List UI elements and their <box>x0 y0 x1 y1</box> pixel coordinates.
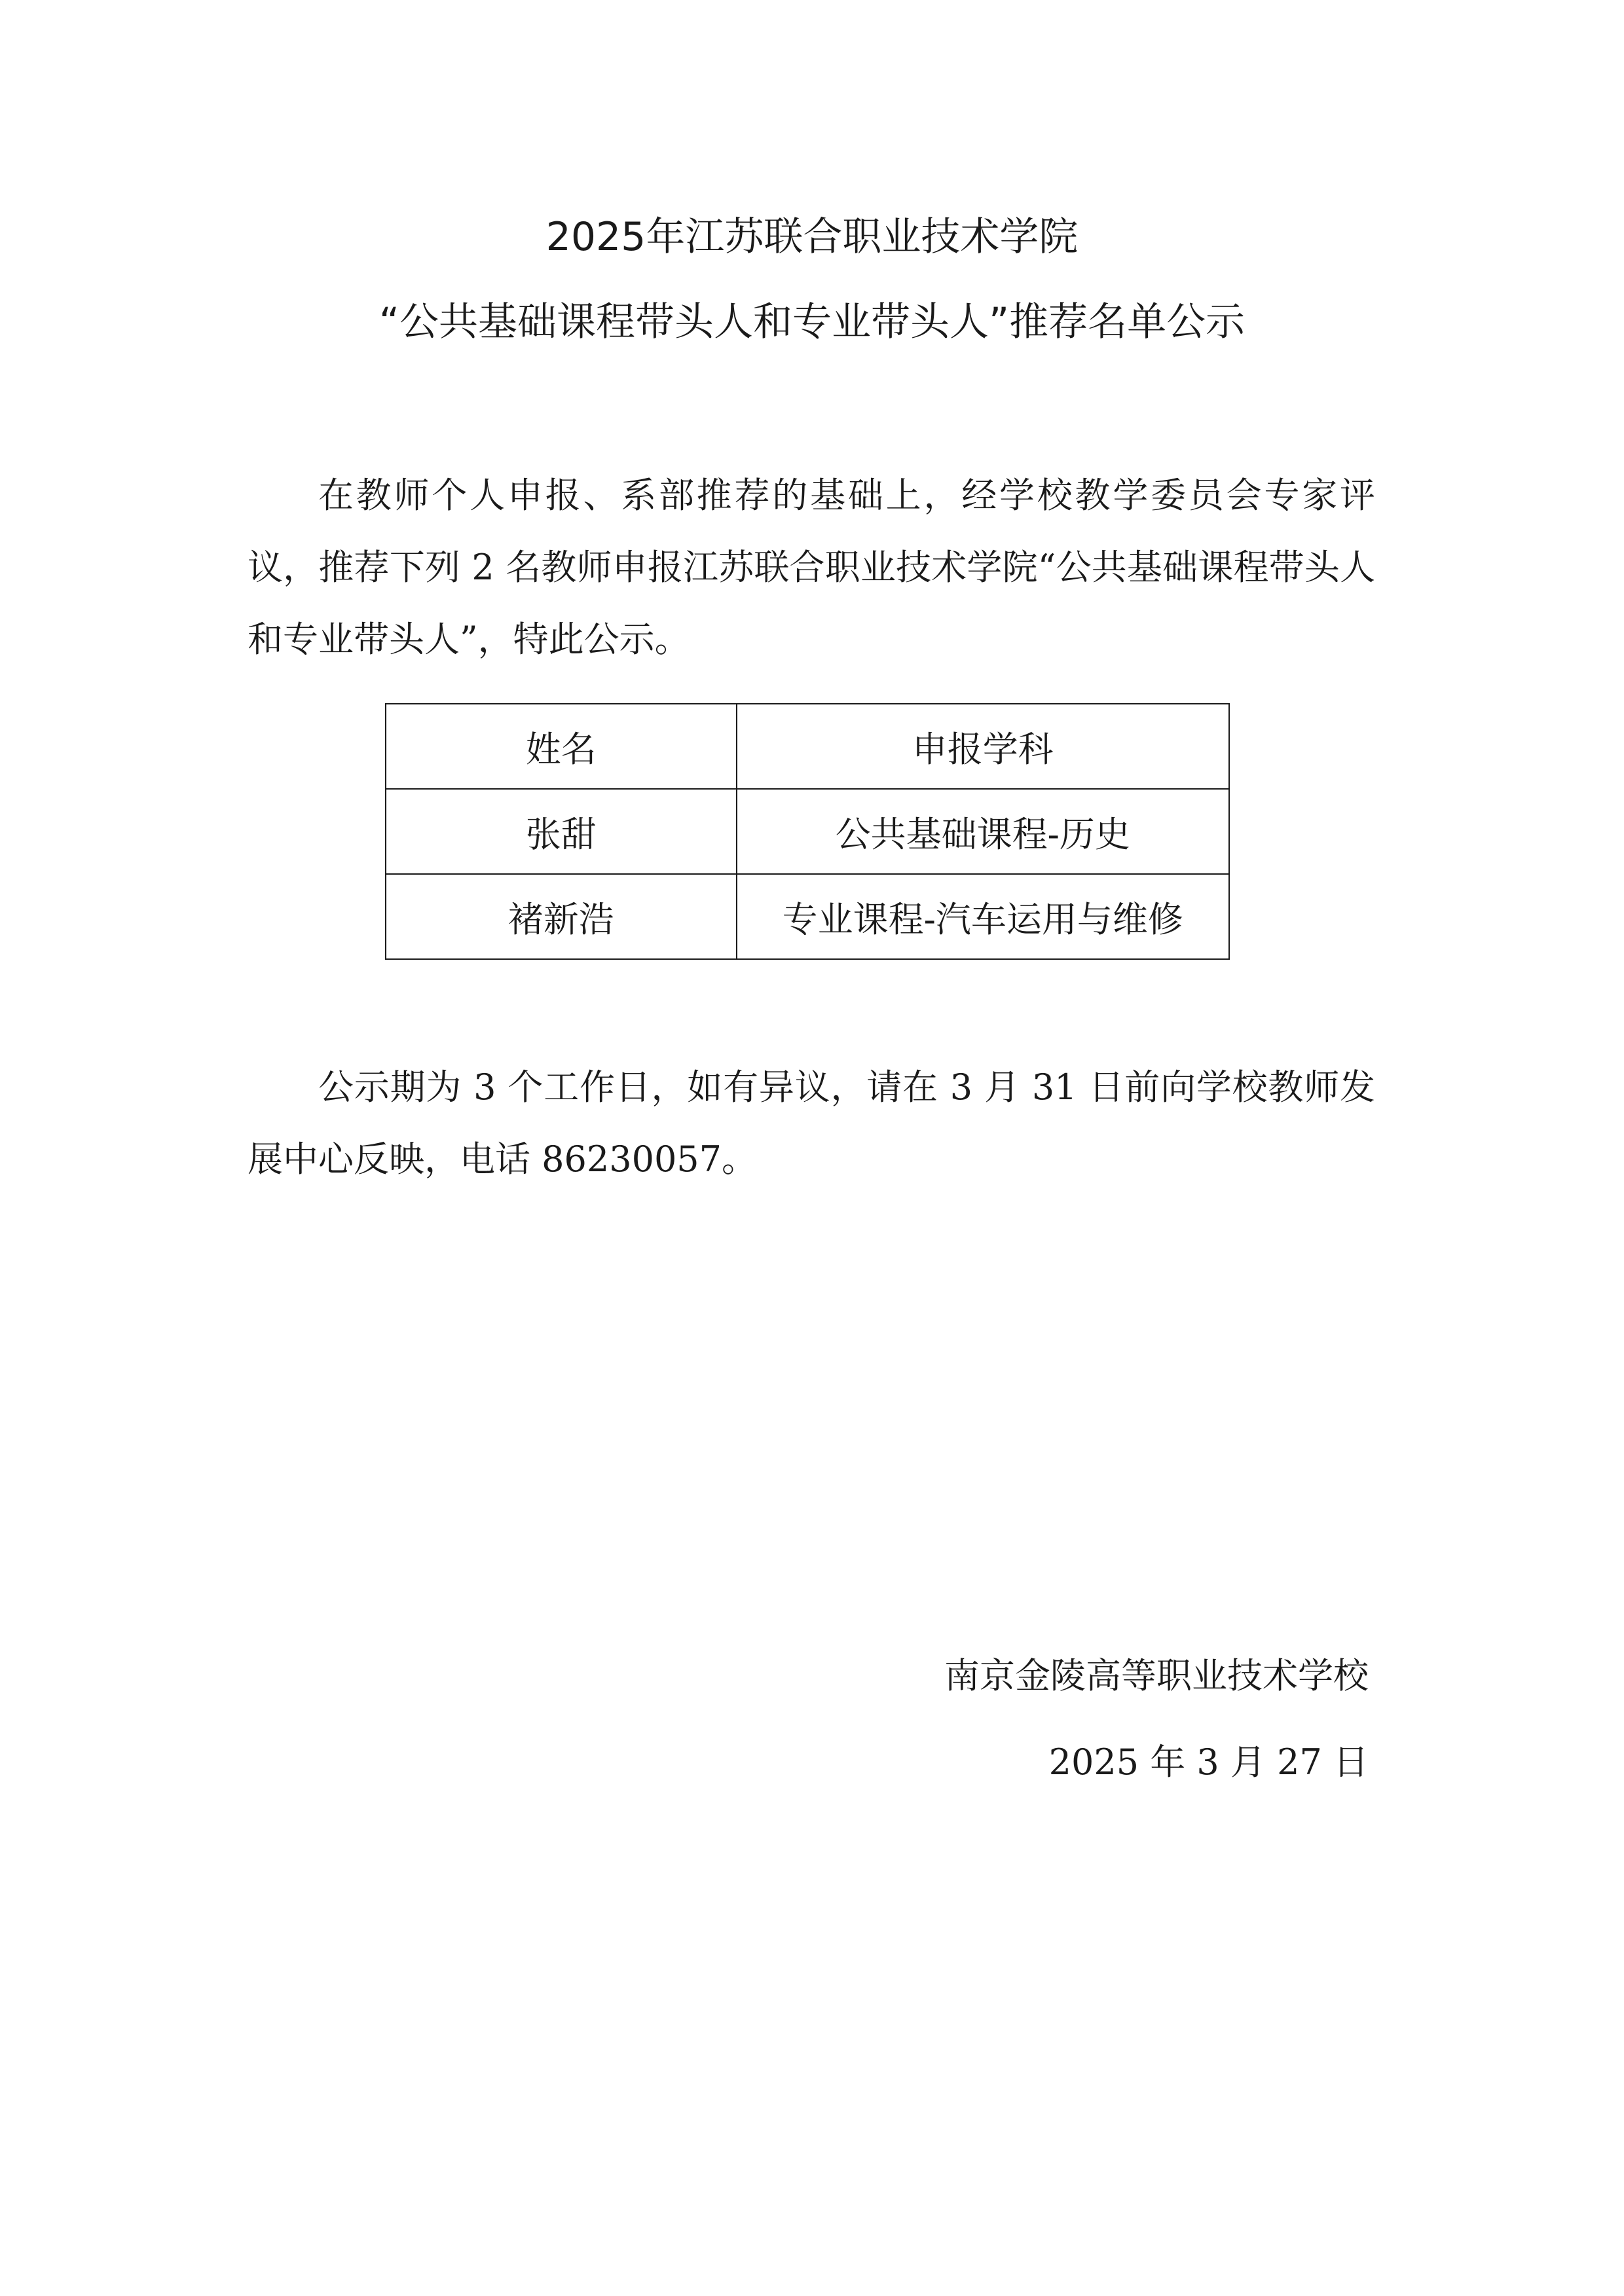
cell-subject: 专业课程-汽车运用与维修 <box>737 874 1230 959</box>
cell-name: 张甜 <box>386 789 737 874</box>
table-row <box>386 789 1229 874</box>
header-cell-subject: 申报学科 <box>737 704 1230 789</box>
signature-date: 2025 年 3 月 27 日 <box>1048 1741 1369 1783</box>
signature-organization: 南京金陵高等职业技术学校 <box>944 1655 1369 1696</box>
page-title-line2: “公共基础课程带头人和专业带头人”推荐名单公示 <box>378 299 1246 345</box>
page-title-line1: 2025年江苏联合职业技术学院 <box>545 214 1079 260</box>
intro-paragraph: 在教师个人申报、系部推荐的基础上，经学校教学委员会专家评议，推荐下列 2 名教师申报江苏联合职业技术学院“公共基础课程带头人和专业带头人”，特此公示。 <box>248 475 1375 660</box>
table-row <box>386 874 1229 959</box>
cell-subject: 公共基础课程-历史 <box>737 789 1230 874</box>
header-cell-name: 姓名 <box>386 704 737 789</box>
recommendation-table <box>385 703 1230 960</box>
cell-name: 褚新浩 <box>386 874 737 959</box>
notice-paragraph: 公示期为 3 个工作日，如有异议，请在 3 月 31 日前向学校教师发展中心反映，电话 86230057。 <box>248 1066 1375 1180</box>
table-header-row <box>386 704 1229 789</box>
